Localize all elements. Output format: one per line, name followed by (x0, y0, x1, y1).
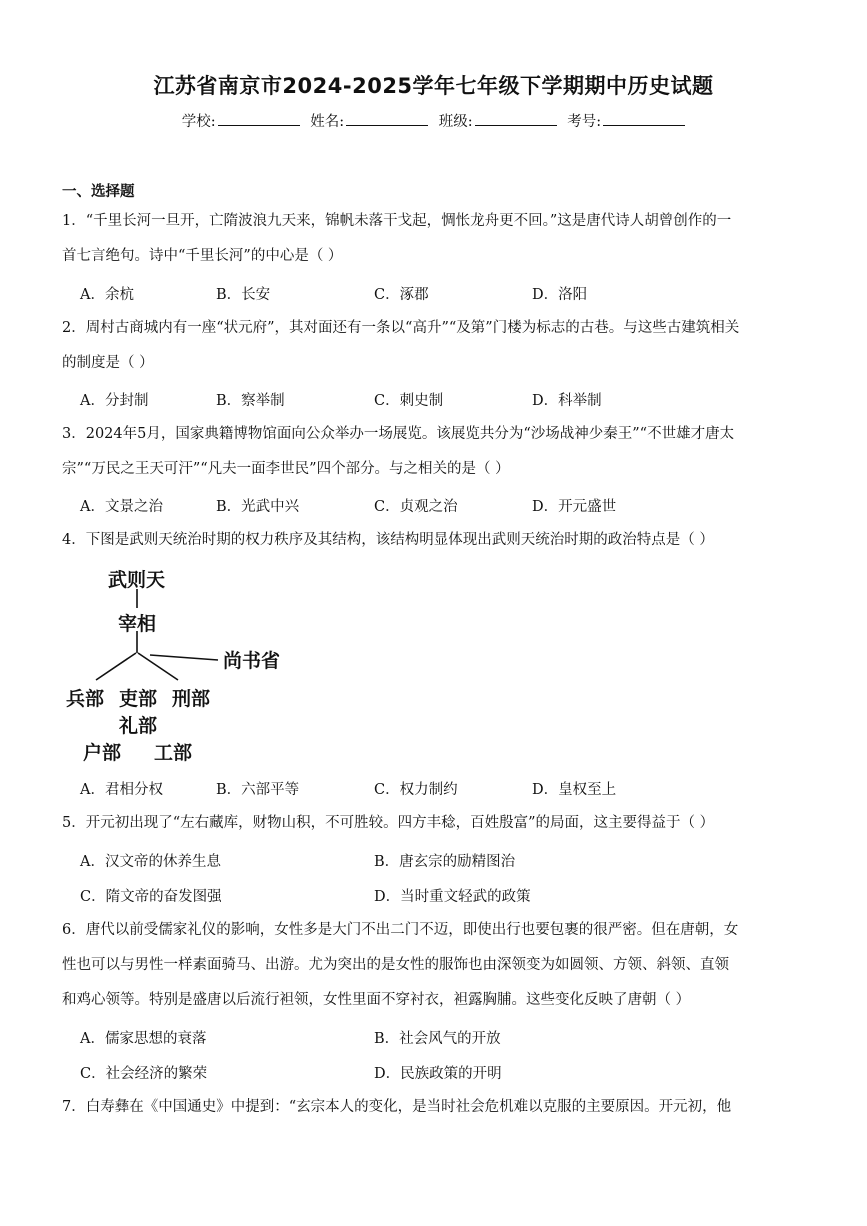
option-d[interactable]: D．洛阳 (532, 287, 588, 303)
name-label: 姓名: (310, 114, 345, 130)
option-b[interactable]: B．长安 (216, 287, 271, 303)
option-c[interactable]: C．权力制约 (374, 782, 458, 798)
class-label: 班级: (438, 114, 473, 130)
question-3-line-1: 3．2024年5月，国家典籍博物馆面向公众举办一场展览。该展览共分为“沙场战神少秦王”“不世雄才唐太 (62, 426, 735, 442)
question-1-line-2: 首七言绝句。诗中“千里长河”的中心是（ ） (62, 248, 343, 264)
question-4 (62, 523, 802, 558)
exam-number-field (567, 110, 685, 131)
option-b[interactable]: B．唐玄宗的励精图治 (374, 854, 516, 870)
question-1 (62, 204, 802, 274)
diagram-node-libu-rites: 礼部 (119, 715, 158, 737)
question-1-line-1: 1．“千里长河一旦开，亡隋波浪九天来，锦帆未落干戈起，惆怅龙舟更不回。”这是唐代诗人胡曾创作的一 (62, 213, 732, 229)
school-label: 学校: (181, 114, 216, 130)
power-structure-diagram (66, 565, 296, 765)
diagram-node-chancellor: 宰相 (118, 613, 157, 635)
option-d[interactable]: D．当时重文轻武的政策 (374, 889, 531, 905)
question-3-line-2: 宗”“万民之王天可汗”“凡夫一面李世民”四个部分。与之相关的是（ ） (62, 461, 510, 477)
question-7-line-1: 7．白寿彝在《中国通史》中提到：“玄宗本人的变化，是当时社会危机难以克服的主要原因。开元初，他 (62, 1099, 732, 1115)
diagram-node-xingbu: 刑部 (172, 688, 211, 710)
question-5-line-1: 5．开元初出现了“左右藏库，财物山积，不可胜较。四方丰稔，百姓殷富”的局面，这主要得益于（ ） (62, 815, 715, 831)
school-field (182, 110, 300, 131)
option-a[interactable]: A．汉文帝的休养生息 (80, 854, 221, 870)
option-c[interactable]: C．涿郡 (374, 287, 429, 303)
option-b[interactable]: B．光武中兴 (216, 499, 300, 515)
option-b[interactable]: B．社会风气的开放 (374, 1031, 501, 1047)
question-4-line-1: 4．下图是武则天统治时期的权力秩序及其结构，该结构明显体现出武则天统治时期的政治特点是（ ） (62, 532, 714, 548)
diagram-node-libu-personnel: 吏部 (119, 688, 158, 710)
school-blank[interactable] (218, 111, 300, 126)
exam-number-blank[interactable] (603, 111, 685, 126)
class-blank[interactable] (475, 111, 557, 126)
diagram-node-gongbu: 工部 (154, 742, 193, 764)
name-blank[interactable] (346, 111, 428, 126)
option-d[interactable]: D．开元盛世 (532, 499, 617, 515)
option-a[interactable]: A．余杭 (80, 287, 134, 303)
option-c[interactable]: C．贞观之治 (374, 499, 458, 515)
question-6-line-3: 和鸡心领等。特别是盛唐以后流行袒领，女性里面不穿衬衣，袒露胸脯。这些变化反映了唐朝（ ） (62, 992, 691, 1008)
section-heading: 一、选择题 (62, 184, 135, 200)
class-field (439, 110, 557, 131)
question-3 (62, 417, 802, 487)
diagram-node-bingbu: 兵部 (66, 688, 105, 710)
option-c[interactable]: C．刺史制 (374, 393, 444, 409)
option-b[interactable]: B．察举制 (216, 393, 285, 409)
question-2-line-1: 2．周村古商城内有一座“状元府”，其对面还有一条以“高升”“及第”门楼为标志的古巷。与这些古建筑相关 (62, 320, 740, 336)
option-b[interactable]: B．六部平等 (216, 782, 300, 798)
option-c[interactable]: C．社会经济的繁荣 (80, 1066, 208, 1082)
option-a[interactable]: A．文景之治 (80, 499, 163, 515)
question-6-line-2: 性也可以与男性一样素面骑马、出游。尤为突出的是女性的服饰也由深领变为如圆领、方领、斜领、直领 (62, 957, 729, 973)
student-info-line (0, 110, 867, 131)
diagram-node-shangshu: 尚书省 (223, 650, 281, 672)
option-d[interactable]: D．科举制 (532, 393, 602, 409)
diagram-node-hubu: 户部 (83, 742, 122, 764)
question-2-line-2: 的制度是（ ） (62, 355, 154, 371)
page-title: 江苏省南京市2024-2025学年七年级下学期期中历史试题 (153, 74, 714, 98)
question-6-line-1: 6．唐代以前受儒家礼仪的影响，女性多是大门不出二门不迈，即使出行也要包裹的很严密。但在唐朝，女 (62, 922, 739, 938)
option-a[interactable]: A．君相分权 (80, 782, 163, 798)
question-7 (62, 1090, 802, 1125)
question-2 (62, 311, 802, 381)
option-c[interactable]: C．隋文帝的奋发图强 (80, 889, 222, 905)
question-6 (62, 913, 802, 1018)
option-a[interactable]: A．儒家思想的衰落 (80, 1031, 207, 1047)
name-field (310, 110, 428, 131)
option-d[interactable]: D．民族政策的开明 (374, 1066, 502, 1082)
diagram-node-wu-zetian: 武则天 (108, 569, 166, 591)
question-5 (62, 806, 802, 841)
option-d[interactable]: D．皇权至上 (532, 782, 617, 798)
option-a[interactable]: A．分封制 (80, 393, 149, 409)
exam-number-label: 考号: (567, 114, 602, 130)
